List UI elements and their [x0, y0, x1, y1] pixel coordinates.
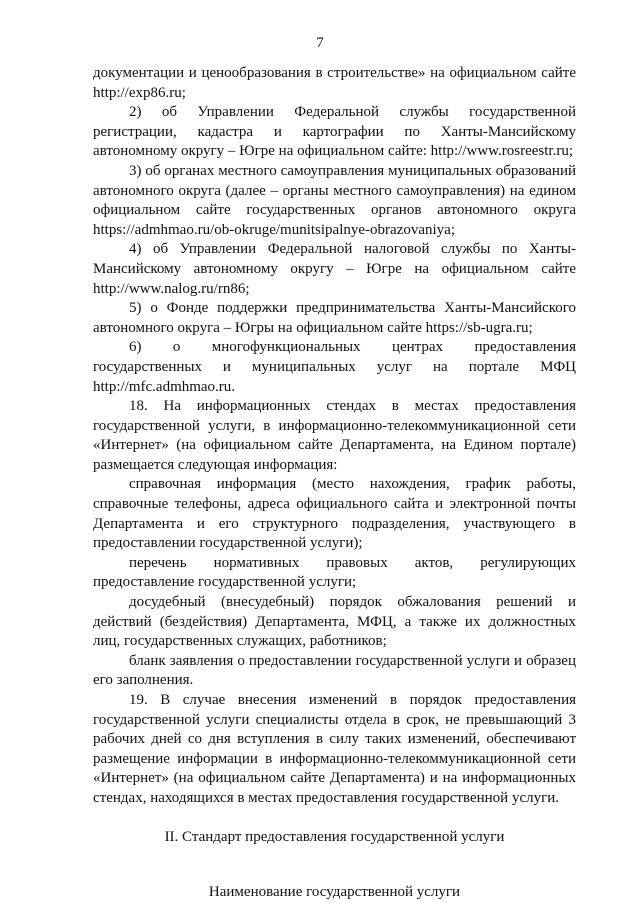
list-item-rosreestr: 2) об Управлении Федеральной службы государственной регистрации, кадастра и картографии по Ханты-Мансийскому автономному округу – Югре на официальном сайте: http://www.rosreestr.ru; [93, 104, 576, 160]
list-item-business-fund: 5) о Фонде поддержки предпринимательства Ханты-Мансийского автономного округа – Югры на официальном сайте https://sb-ugra.ru; [93, 300, 576, 336]
paragraph-continuation: документации и ценообразования в строительстве» на официальном сайте http://exp86.ru; [93, 65, 576, 101]
clause-19: 19. В случае внесения изменений в порядок предоставления государственной услуги специалисты отдела в срок, не превышающий 3 рабочих дней со дня вступления в силу таких изменений, обеспечивают размещение информации в информационно-телекоммуникационной сети «Интернет» (на официальном сайте Департамента) и на информационных стендах, находящихся в местах предоставления государственной услуги. [93, 692, 576, 806]
subsection-heading: Наименование государственной услуги [208, 884, 461, 901]
clause-18-item-reference-info: справочная информация (место нахождения, график работы, справочные телефоны, адреса официального сайта и электронной почты Департамента и его структурного подразделения, участвующего в предоставлении государственной услуги); [93, 476, 576, 552]
list-item-tax-service: 4) об Управлении Федеральной налоговой службы по Ханты-Мансийскому автономному округу – Югре на официальном сайте http://www.nalog.ru/rn86; [93, 241, 576, 297]
clause-18-item-application-form: бланк заявления о предоставлении государственной услуги и образец его заполнения. [93, 652, 576, 689]
clause-18-item-legal-acts: перечень нормативных правовых актов, регулирующих предоставление государственной услуги; [93, 554, 576, 591]
page-number: 7 [316, 35, 324, 51]
list-item-local-government: 3) об органах местного самоуправления муниципальных образований автономного округа (далее – органы местного самоуправления) на едином официальном сайте государственных органов автономного округа https://admhmao.ru/ob-okruge/munitsipalnye-obrazovaniya; [93, 162, 576, 238]
clause-18: 18. На информационных стендах в местах предоставления государственной услуги, в информационно-телекоммуникационной сети «Интернет» (на официальном сайте Департамента, на Едином портале) размещается следующая информация: [93, 398, 576, 473]
list-item-mfc: 6) о многофункциональных центрах предоставления государственных и муниципальных услуг на портале МФЦ http://mfc.admhmao.ru. [93, 339, 576, 395]
section-heading: II. Стандарт предоставления государственной услуги [164, 828, 505, 845]
document-body [93, 64, 576, 903]
clause-18-item-appeal-procedure: досудебный (внесудебный) порядок обжалования решений и действий (бездействия) Департамента, МФЦ, а также их должностных лиц, государственных служащих, работников; [93, 594, 576, 650]
